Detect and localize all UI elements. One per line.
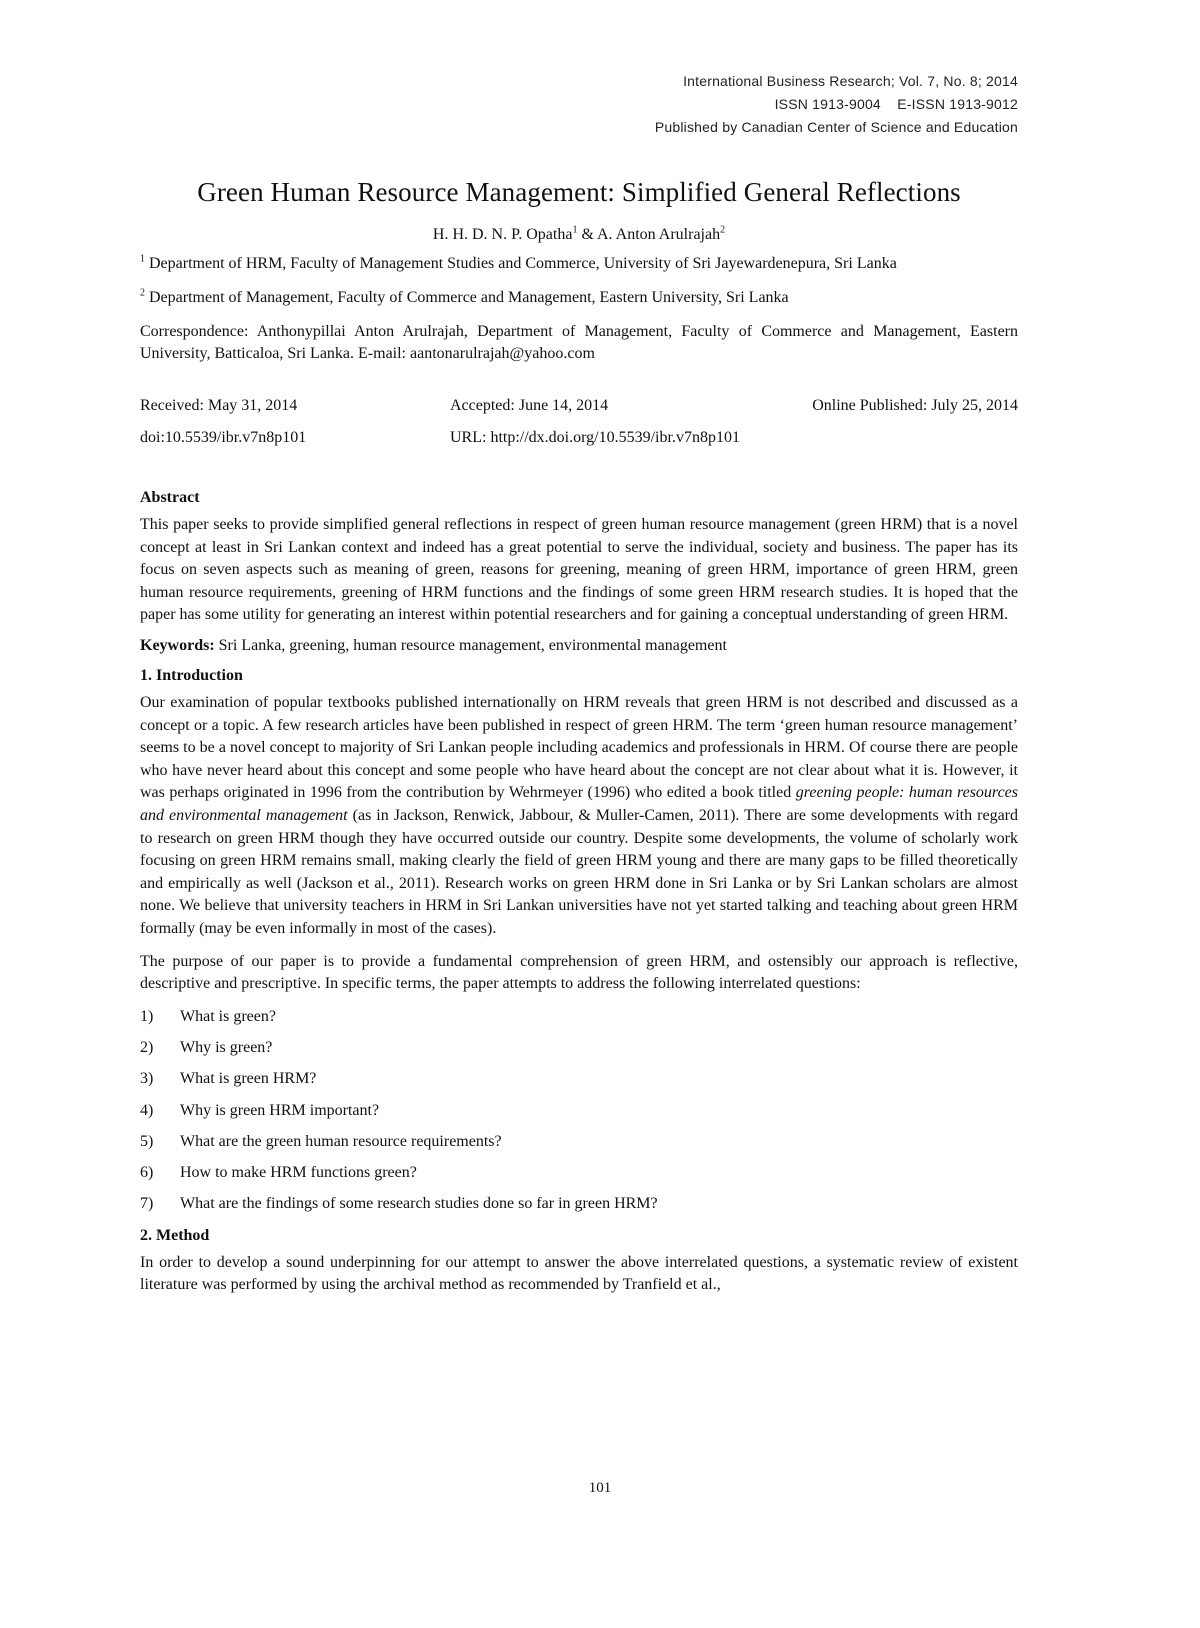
list-item xyxy=(140,1006,1018,1028)
author-name: A. Anton Arulrajah xyxy=(597,226,721,243)
research-questions-list xyxy=(140,1006,1018,1216)
accepted-date: Accepted: June 14, 2014 xyxy=(450,397,609,414)
author-separator: & xyxy=(577,226,597,243)
keywords xyxy=(140,635,1018,657)
journal-header xyxy=(140,70,1018,139)
doi[interactable]: doi:10.5539/ibr.v7n8p101 xyxy=(140,429,307,446)
list-number: 6) xyxy=(140,1164,154,1182)
journal-citation: International Business Research; Vol. 7, No. 8; 2014 xyxy=(683,73,1018,89)
list-number: 1) xyxy=(140,1007,154,1025)
author-affil-marker: 2 xyxy=(720,224,726,236)
list-item xyxy=(140,1037,1018,1059)
correspondence: Correspondence: Anthonypillai Anton Arulrajah, Department of Management, Faculty of Commerce and Management, Eastern University, Batticaloa, Sri Lanka. E-mail: aantonarulrajah@yahoo.com xyxy=(140,323,1018,362)
list-number: 7) xyxy=(140,1195,154,1213)
list-item xyxy=(140,1100,1018,1122)
purpose-paragraph: The purpose of our paper is to provide a fundamental comprehension of green HRM, and ostensibly our approach is reflective, descriptive and prescriptive. In specific terms, the paper attempts to address the following interrelated questions: xyxy=(140,952,1018,993)
list-text: Why is green? xyxy=(180,1038,273,1056)
affiliation xyxy=(140,253,1018,275)
published-date: Online Published: July 25, 2014 xyxy=(812,397,1018,414)
list-text: How to make HRM functions green? xyxy=(180,1164,417,1182)
affiliation-text: Department of HRM, Faculty of Management Studies and Commerce, University of Sri Jayewardenepura, Sri Lanka xyxy=(149,255,897,272)
method-paragraph: In order to develop a sound underpinning for our attempt to answer the above interrelated questions, a systematic review of existent literature was performed by using the archival method as recommended by Tranfield et al., xyxy=(140,1253,1018,1294)
list-text: What is green? xyxy=(180,1007,276,1025)
page-number: 101 xyxy=(588,1480,612,1496)
list-item xyxy=(140,1193,1018,1215)
list-number: 2) xyxy=(140,1038,154,1056)
affiliation-marker: 1 xyxy=(140,253,145,265)
paper-page xyxy=(140,70,1018,1297)
list-number: 5) xyxy=(140,1132,154,1150)
received-date: Received: May 31, 2014 xyxy=(140,397,298,414)
list-item xyxy=(140,1131,1018,1153)
list-number: 4) xyxy=(140,1101,154,1119)
section-heading-introduction: 1. Introduction xyxy=(140,666,243,684)
book-title: greening people: human resources and environmental management xyxy=(140,784,1018,824)
abstract-text: This paper seeks to provide simplified general reflections in respect of green human resource management (green HRM) that is a novel concept at least in Sri Lankan context and indeed has a great potential to serve the individual, society and business. The paper has its focus on seven aspects such as meaning of green, reasons for greening, meaning of green HRM, importance of green HRM, green human resource requirements, greening of HRM functions and the findings of some green HRM research studies. It is hoped that the paper has some utility for generating an interest within potential researchers and for gaining a conceptual understanding of green HRM. xyxy=(140,516,1018,624)
list-number: 3) xyxy=(140,1070,154,1088)
paper-title: Green Human Resource Management: Simplified General Reflections xyxy=(197,177,961,207)
list-text: Why is green HRM important? xyxy=(180,1101,380,1119)
keywords-text: Sri Lanka, greening, human resource management, environmental management xyxy=(214,636,727,654)
list-item xyxy=(140,1068,1018,1090)
abstract-heading: Abstract xyxy=(140,489,200,506)
list-text: What is green HRM? xyxy=(180,1070,317,1088)
section-heading-method: 2. Method xyxy=(140,1226,210,1244)
paragraph-text: Our examination of popular textbooks published internationally on HRM reveals that green HRM is not described and discussed as a concept or a topic. A few research articles have been published in respect of green HRM. The term ‘green human resource management’ seems to be a novel concept to majority of Sri Lankan people including academics and professionals in HRM. Of course there are people who have never heard about this concept and some people who have heard about the concept are not clear about what it is. However, it was perhaps originated in 1996 from the contribution by Wehrmeyer (1996) who edited a book titled xyxy=(140,693,1018,802)
journal-publisher: Published by Canadian Center of Science and Education xyxy=(654,119,1018,135)
affiliation-text: Department of Management, Faculty of Commerce and Management, Eastern University, Sri Lanka xyxy=(149,289,789,306)
list-text: What are the green human resource requirements? xyxy=(180,1132,502,1150)
introduction-paragraph xyxy=(140,692,1018,941)
keywords-label: Keywords: xyxy=(140,636,215,654)
list-text: What are the findings of some research studies done so far in green HRM? xyxy=(180,1195,658,1213)
journal-issn: ISSN 1913-9004 E-ISSN 1913-9012 xyxy=(774,96,1018,112)
affiliation-marker: 2 xyxy=(140,287,145,299)
list-item xyxy=(140,1162,1018,1184)
author-line xyxy=(140,224,1018,246)
doi-url[interactable]: URL: http://dx.doi.org/10.5539/ibr.v7n8p101 xyxy=(450,429,740,446)
affiliation xyxy=(140,287,1018,309)
paragraph-text: (as in Jackson, Renwick, Jabbour, & Muller-Camen, 2011). There are some developments with regard to research on green HRM though they have occurred outside our country. Despite some developments, the volume of scholarly work focusing on green HRM remains small, making clearly the field of green HRM young and there are many gaps to be filled theoretically and empirically as well (Jackson et al., 2011). Research works on green HRM done in Sri Lanka or by Sri Lankan scholars are almost none. We believe that university teachers in HRM in Sri Lankan universities have not yet started talking and teaching about green HRM formally (may be even informally in most of the cases). xyxy=(140,806,1018,937)
publication-dates xyxy=(140,395,1018,449)
author-affil-marker: 1 xyxy=(572,224,578,236)
author-name: H. H. D. N. P. Opatha xyxy=(432,226,573,243)
